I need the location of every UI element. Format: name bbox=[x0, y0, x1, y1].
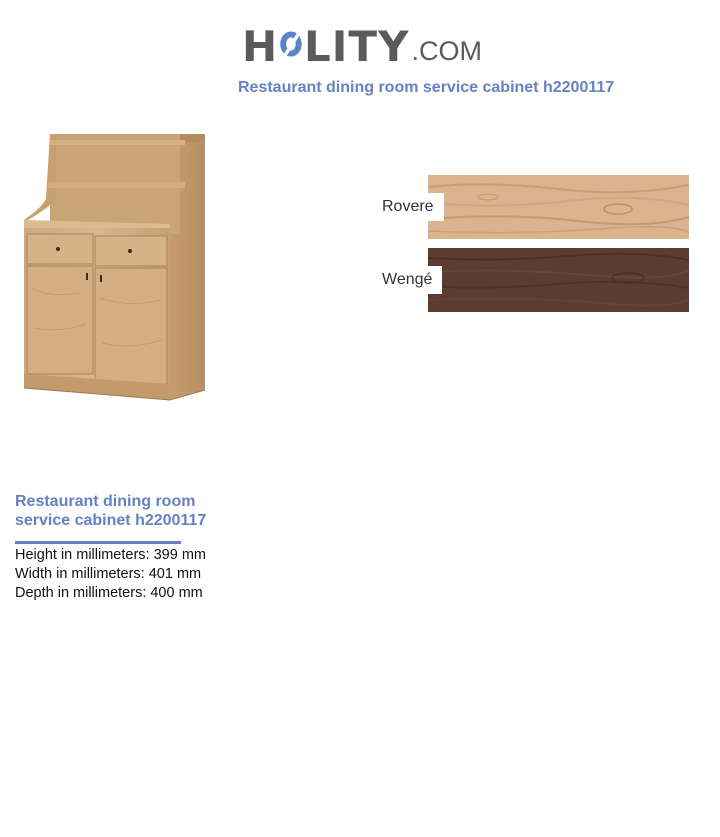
finish-swatch-rovere[interactable] bbox=[380, 175, 690, 239]
logo-text-h: H bbox=[242, 22, 279, 71]
logo-o-icon bbox=[279, 20, 303, 68]
page-title: Restaurant dining room service cabinet h2200117 bbox=[238, 79, 615, 96]
product-image bbox=[20, 128, 210, 408]
spec-width: Width in millimeters: 401 mm bbox=[15, 566, 202, 582]
holity-logo[interactable] bbox=[242, 10, 482, 71]
spec-depth: Depth in millimeters: 400 mm bbox=[15, 585, 203, 601]
spec-height: Height in millimeters: 399 mm bbox=[15, 547, 206, 563]
finish-label: Wengé bbox=[380, 266, 442, 294]
product-title: Restaurant dining room service cabinet h2200117 bbox=[15, 493, 207, 529]
product-specs bbox=[15, 546, 206, 603]
finish-swatch-wenge[interactable] bbox=[380, 248, 690, 312]
title-underline bbox=[15, 541, 181, 544]
wenge-wood-swatch bbox=[428, 248, 689, 312]
finish-label: Rovere bbox=[380, 193, 444, 221]
logo-domain: .COM bbox=[411, 36, 482, 66]
logo-text-lity: LITY bbox=[304, 22, 410, 71]
rovere-wood-swatch bbox=[428, 175, 689, 239]
